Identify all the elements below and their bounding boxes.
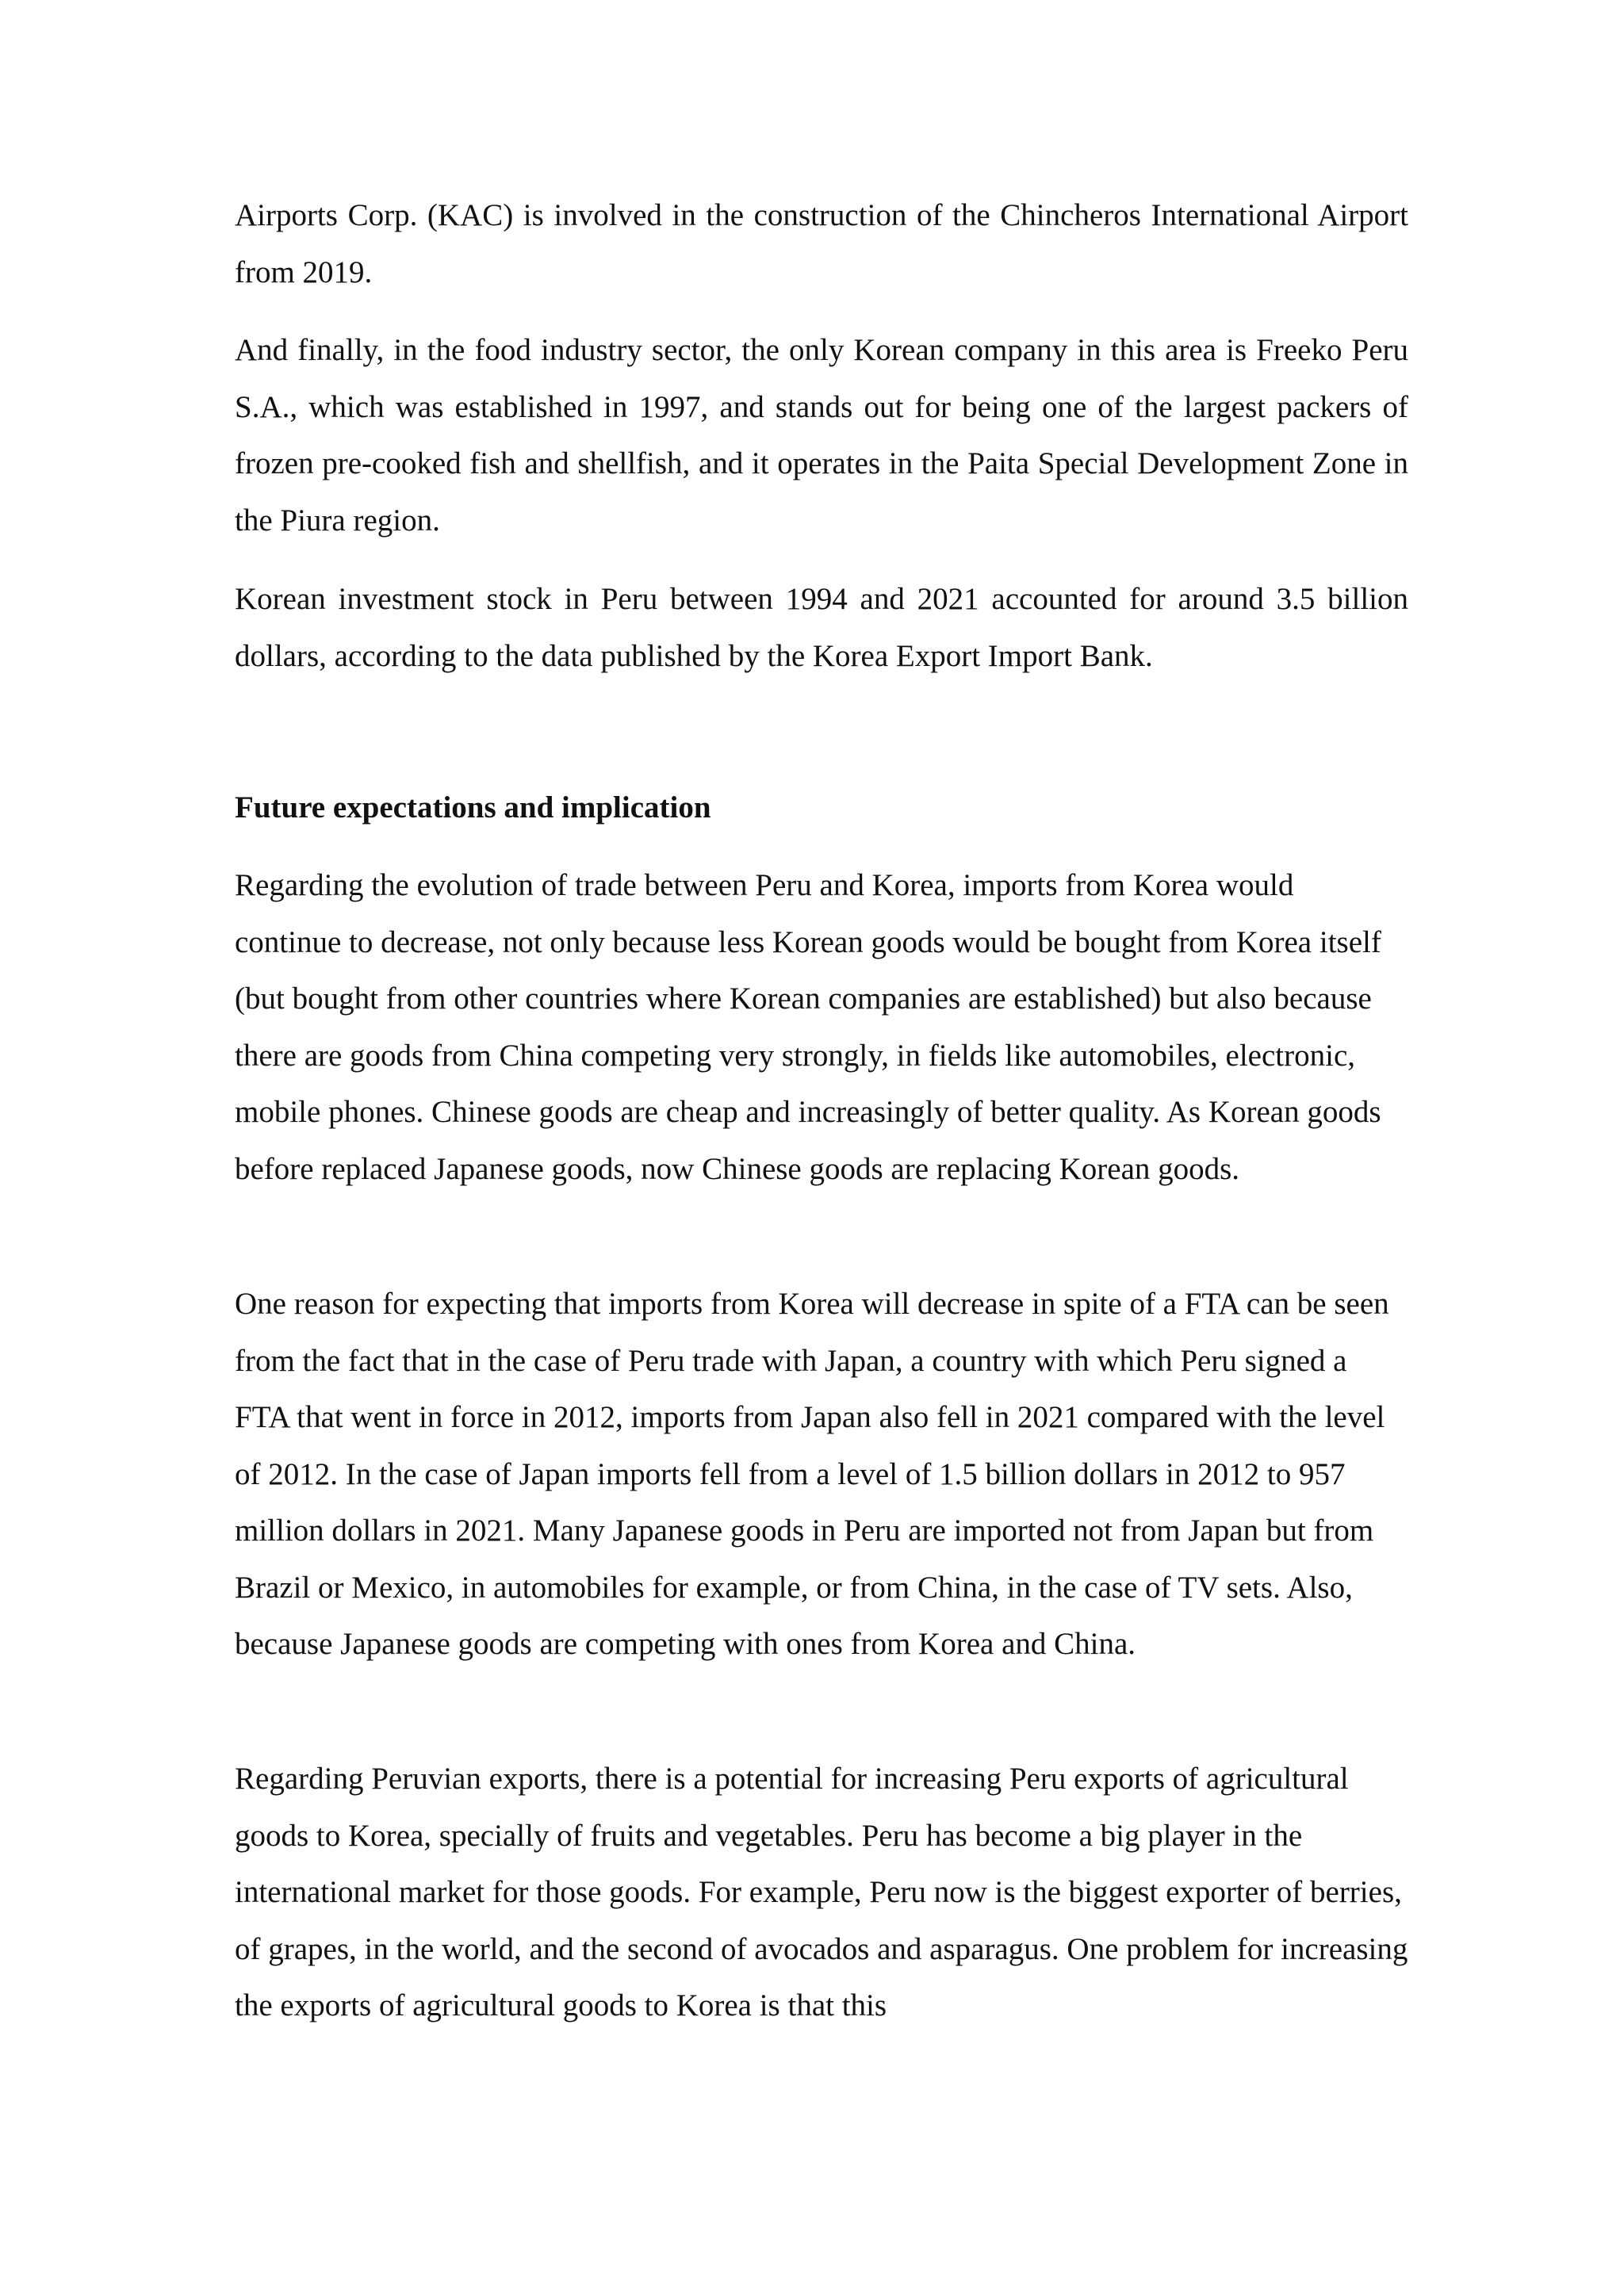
paragraph-investment-stock: Korean investment stock in Peru between 1994 and 2021 accounted for around 3.5 billion dollars, according to the data published by the Korea Export Import Bank.: [235, 582, 1408, 673]
paragraph-peruvian-exports: Regarding Peruvian exports, there is a potential for increasing Peru exports of agricultural goods to Korea, specially of fruits and vegetables. Peru has become a big player in the international market for those goods. For example, Peru now is the biggest exporter of berries, of grapes, in the world, and the second of avocados and asparagus. One problem for increasing the exports of agricultural goods to Korea is that this: [235, 1762, 1408, 2022]
paragraph-food-industry: And finally, in the food industry sector, the only Korean company in this area is Freeko Peru S.A., which was established in 1997, and stands out for being one of the largest packers of frozen pre-cooked fish and shellfish, and it operates in the Paita Special Development Zone in the Piura region.: [235, 333, 1408, 538]
paragraph-japan-comparison: One reason for expecting that imports from Korea will decrease in spite of a FTA can be seen from the fact that in the case of Peru trade with Japan, a country with which Peru signed a FTA that went in force in 2012, imports from Japan also fell in 2021 compared with the level of 2012. In the case of Japan imports fell from a level of 1.5 billion dollars in 2012 to 957 million dollars in 2021. Many Japanese goods in Peru are imported not from Japan but from Brazil or Mexico, in automobiles for example, or from China, in the case of TV sets. Also, because Japanese goods are competing with ones from Korea and China.: [235, 1287, 1389, 1661]
paragraph-trade-evolution: Regarding the evolution of trade between Peru and Korea, imports from Korea would continue to decrease, not only because less Korean goods would be bought from Korea itself (but bought from other countries where Korean companies are established) but also because there are goods from China competing very strongly, in fields like automobiles, electronic, mobile phones. Chinese goods are cheap and increasingly of better quality. As Korean goods before replaced Japanese goods, now Chinese goods are replacing Korean goods.: [235, 868, 1381, 1186]
paragraph-airport: Airports Corp. (KAC) is involved in the construction of the Chincheros International Airport from 2019.: [235, 198, 1408, 289]
section-heading: Future expectations and implication: [235, 790, 711, 825]
